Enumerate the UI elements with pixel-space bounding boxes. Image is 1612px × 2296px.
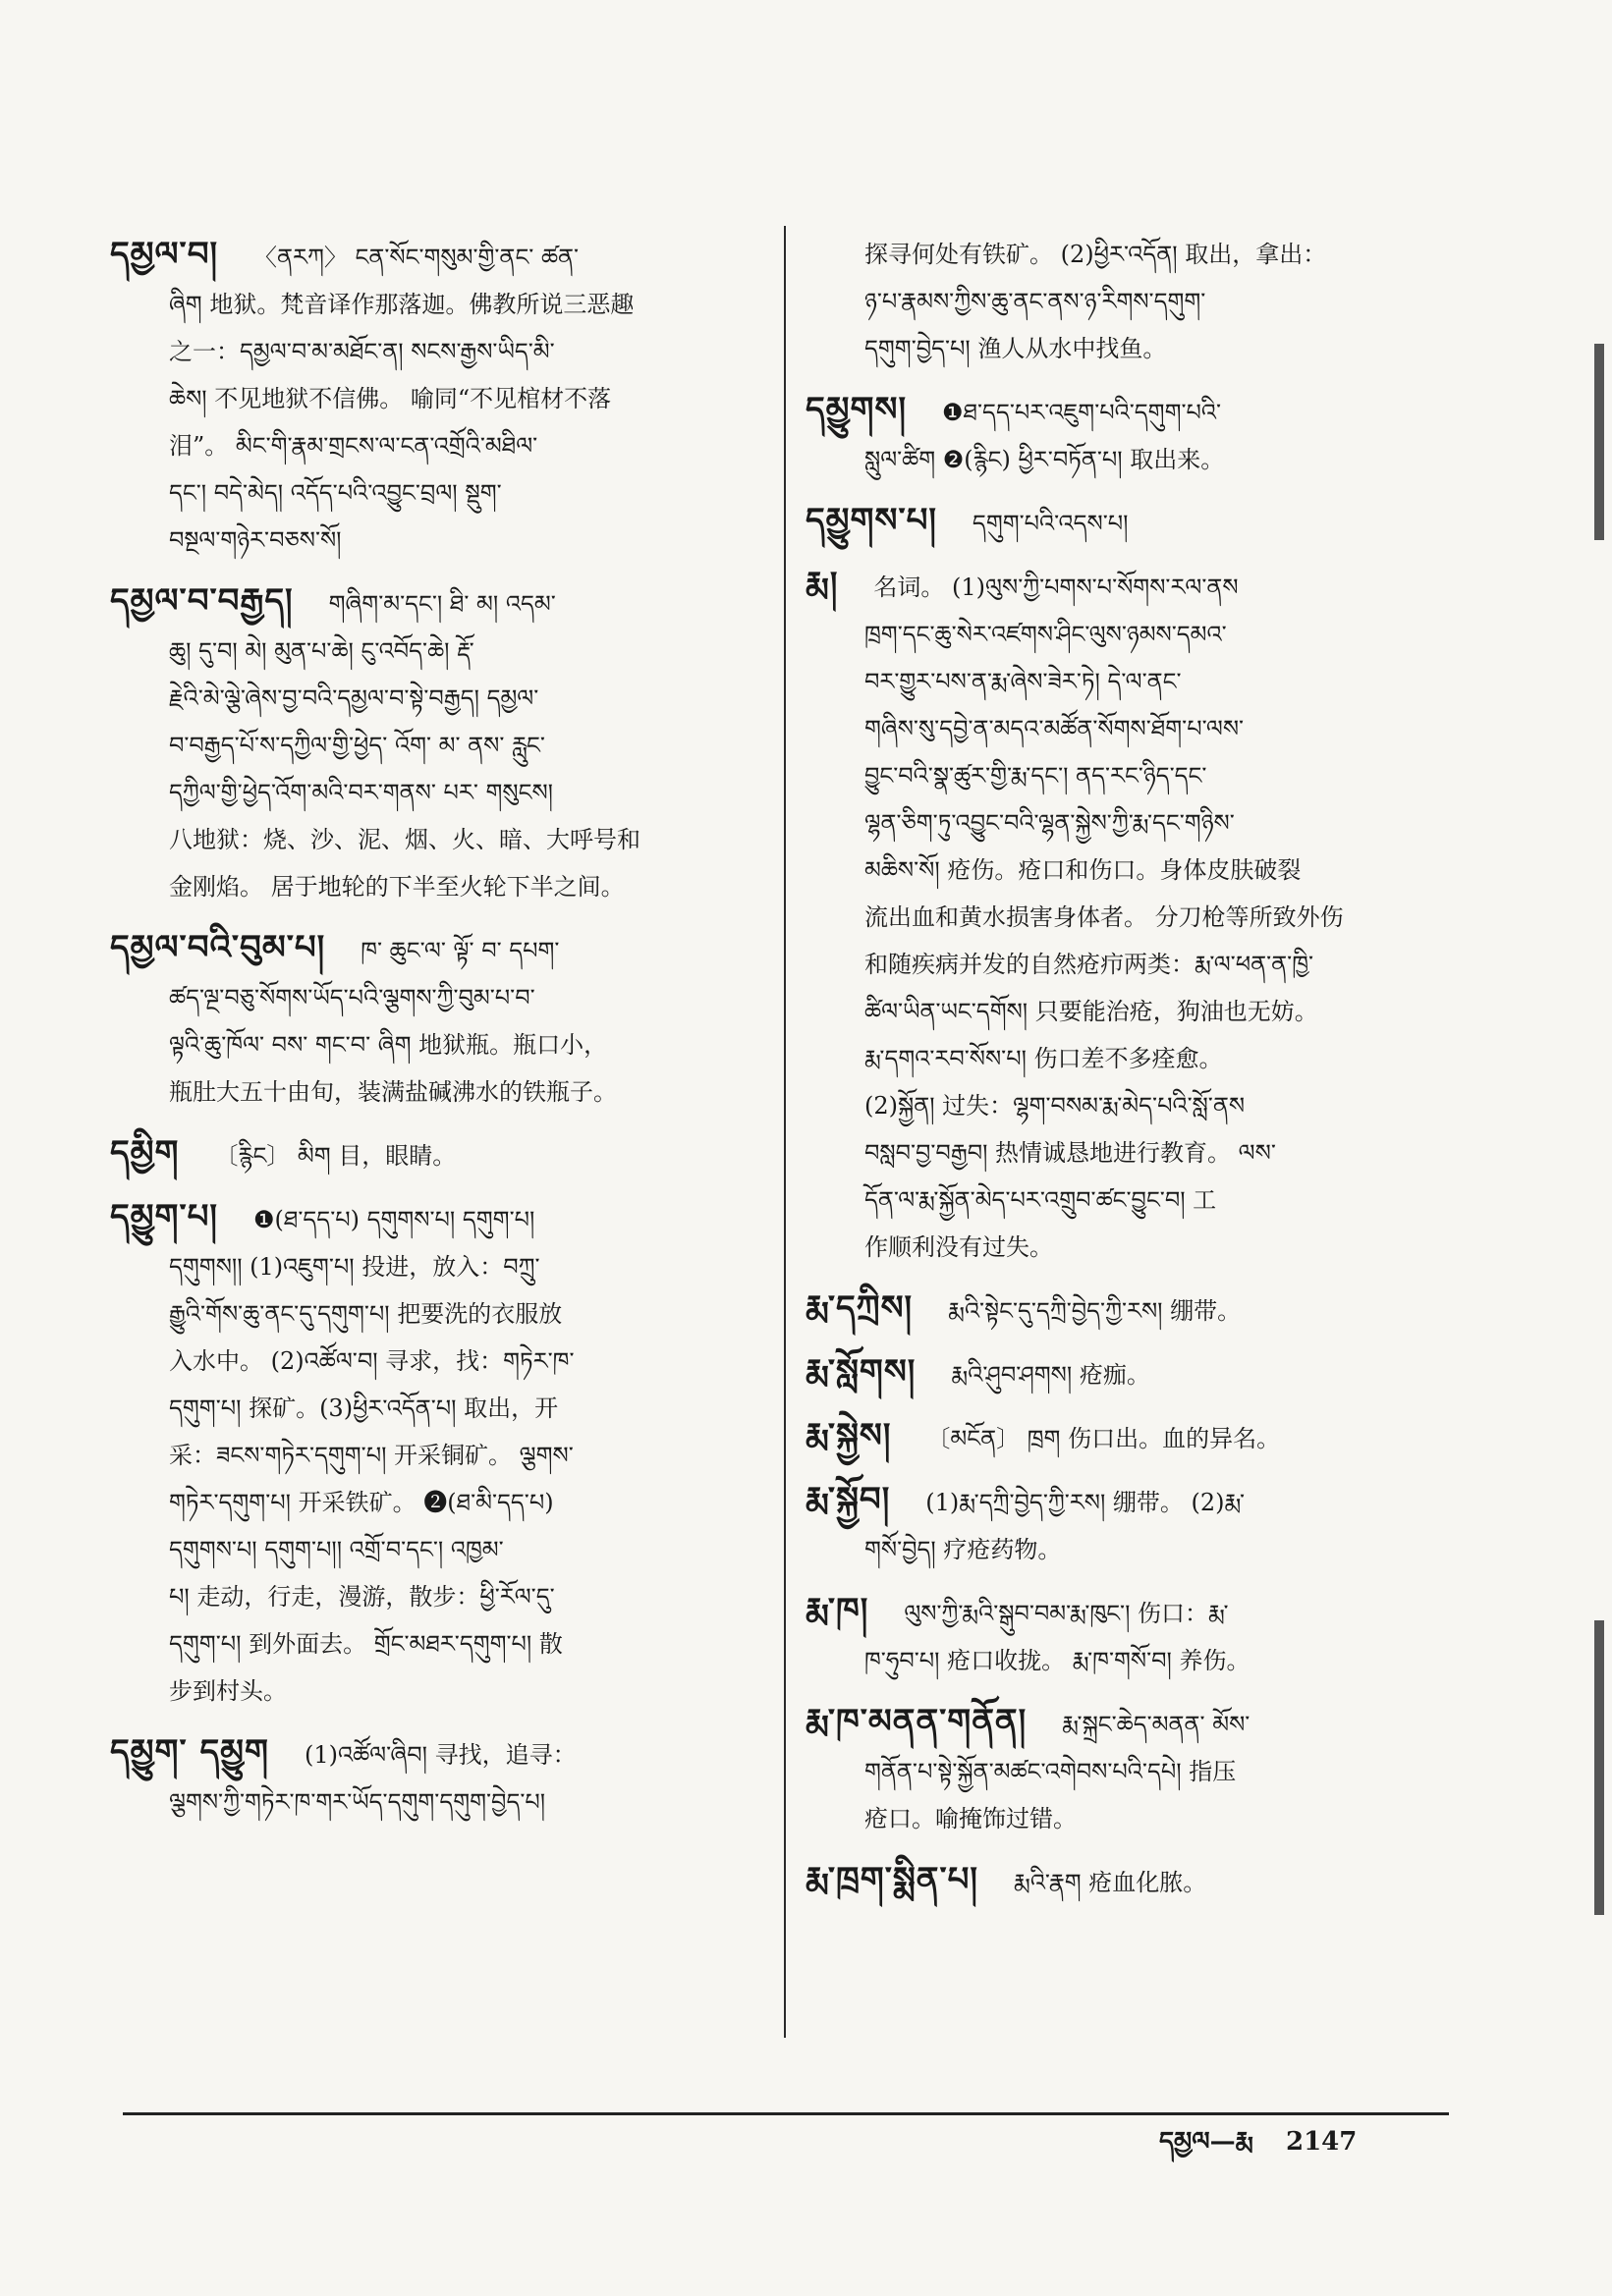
entry-line	[806, 1698, 1459, 1748]
entry-line	[806, 1795, 1459, 1842]
entry-text: དང་། བདེ་མེད། འདོད་པའི་འབྱུང་བྲལ། སྡུག་	[169, 479, 502, 507]
entry-line	[806, 561, 1459, 611]
entry-text: རྨ་དགའ་རབ་སོས་པ། 伤口差不多痊愈。	[864, 1045, 1223, 1072]
running-head: དམྱལ—རྨ	[1159, 2127, 1253, 2157]
dictionary-entry	[806, 1285, 1459, 1335]
entry-line	[806, 1176, 1459, 1224]
entry-text: དགུགས།། (1)འཇུག་པ། 投进，放入：བཀྲུ་	[169, 1253, 540, 1281]
entry-text: པ། 走动，行走，漫游，散步：ཕྱི་རོལ་དུ་	[169, 1583, 555, 1611]
entry-line	[806, 386, 1459, 436]
headword: དམྱུག་པ།	[110, 1197, 218, 1236]
entry-line	[806, 1082, 1459, 1129]
entry-line	[110, 1573, 758, 1620]
entry-text: དགུག་པ། 到外面去。 གྲོང་མཐར་དགུག་པ། 散	[169, 1630, 563, 1658]
entry-text: གཞིག་མ་དང་། ཐི་ མ། འདམ་	[328, 590, 556, 618]
entry-text: 金刚焰。 居于地轮的下半至火轮下半之间。	[169, 873, 625, 901]
entry-text: རྨ་སྐྲང་ཆེད་མནན་ མོས་	[1062, 1711, 1251, 1738]
entry-text: བ་བརྒྱད་པོ་ས་དཀྱིལ་གྱི་ཕྱེད་ འོག་ མ་ ནས་ རླུང་	[169, 732, 545, 759]
entry-text: བར་གྱུར་པས་ན་རྨ་ཞེས་ཟེར་ཏེ། དེ་ལ་ནང་	[864, 668, 1182, 695]
entry-line	[806, 1637, 1459, 1684]
entry-text: དཀྱིལ་གྱི་ཕྱེད་འོག་མའི་བར་གནས་ པར་ གསུངས།	[169, 779, 554, 806]
entry-text: དགུག་བྱེད་པ། 渔人从水中找鱼。	[864, 335, 1167, 362]
entry-text: 和随疾病并发的自然疮疖两类：རྨ་ལ་ཕན་ན་ཁྱི་	[864, 951, 1314, 978]
scan-mark	[1594, 344, 1604, 540]
entry-line	[806, 1587, 1459, 1637]
entry-line	[806, 941, 1459, 988]
entry-line	[110, 816, 758, 863]
entry-text: མཆིས་སོ། 疮伤。疮口和伤口。身体皮肤破裂	[864, 856, 1302, 884]
page-number: 2147	[1285, 2127, 1358, 2157]
entry-line	[806, 1129, 1459, 1176]
entry-text: གཏེར་དགུག་པ། 开采铁矿。 ❷(ཐ་མི་དད་པ)	[169, 1489, 554, 1516]
entry-text: དགུགས་པ། དགུག་པ།། འགྲོ་བ་དང་། འཁྱམ་	[169, 1536, 504, 1563]
entry-line	[110, 628, 758, 675]
dictionary-entry	[806, 1476, 1459, 1573]
entry-text: (1)རྨ་དཀྲི་བྱེད་ཀྱི་རས། 绷带。 (2)རྨ་	[925, 1489, 1245, 1516]
entry-line	[110, 1243, 758, 1290]
entry-line	[806, 988, 1459, 1035]
headword: དམྱུགས་པ།	[806, 501, 937, 540]
entry-line	[806, 231, 1459, 278]
entry-text: (1)འཚོལ་ཞིབ། 寻找，追寻：	[304, 1741, 577, 1769]
entry-text: དོན་ལ་རྨ་སྐྱོན་མེད་པར་འགྲུབ་ཚང་བྱུང་བ། 工	[864, 1186, 1217, 1214]
entry-line	[806, 658, 1459, 705]
dictionary-entry	[806, 1412, 1459, 1462]
entry-text: དགུག་པ། 探矿。(3)ཕྱིར་འདོན་པ། 取出，开	[169, 1394, 559, 1422]
entry-line	[806, 436, 1459, 483]
entry-line	[806, 894, 1459, 941]
scan-mark	[1594, 1620, 1604, 1915]
dictionary-entry	[806, 1348, 1459, 1398]
headword: རྨ་སྐྱོབ།	[806, 1480, 891, 1519]
edge-scan-marks	[1583, 0, 1612, 2296]
entry-line	[110, 924, 758, 974]
headword: རྨ་སློགས།	[806, 1352, 917, 1392]
dictionary-entry	[806, 386, 1459, 483]
entry-line	[806, 752, 1459, 799]
entry-line	[110, 863, 758, 910]
entry-text: 采：ཟངས་གཏེར་དགུག་པ། 开采铜矿。 ལྕགས་	[169, 1442, 574, 1469]
entry-text: རྨའི་ཤུབ་ཤགས། 疮痂。	[951, 1361, 1150, 1389]
entry-line	[110, 722, 758, 769]
entry-line	[110, 1021, 758, 1068]
entry-text: རྨའི་རྣག 疮血化脓。	[1013, 1869, 1207, 1896]
entry-text: ཉ་པ་རྣམས་ཀྱིས་ཆུ་ནང་ནས་ཉ་རིགས་དགུག་	[864, 288, 1206, 315]
entry-line	[110, 1479, 758, 1526]
headword: རྨ་ཁྲག་སྨིན་པ།	[806, 1860, 978, 1899]
entry-line	[110, 1667, 758, 1715]
entry-line	[806, 705, 1459, 752]
entry-line	[806, 1526, 1459, 1573]
entry-text: 瓶肚大五十由旬，装满盐碱沸水的铁瓶子。	[169, 1078, 617, 1106]
entry-line	[806, 1412, 1459, 1462]
entry-text: ཆེས། 不见地狱不信佛。 喻同“不见棺材不落	[169, 385, 612, 412]
entry-text: རྨའི་སྟེང་དུ་དཀྲི་བྱེད་ཀྱི་རས། 绷带。	[948, 1297, 1242, 1325]
entry-text: བསླབ་བྱ་བརྒྱབ། 热情诚恳地进行教育。 ལས་	[864, 1139, 1276, 1167]
dictionary-entry	[806, 1698, 1459, 1842]
entry-line	[806, 1035, 1459, 1082]
headword: དམྱིག	[110, 1133, 180, 1173]
dictionary-entry	[110, 1129, 758, 1179]
entry-text: 〈ནརཀ〉 ངན་སོང་གསུམ་གྱི་ནང་ ཚན་	[253, 244, 580, 271]
headword: དམྱལ་བ་བརྒྱད།	[110, 581, 294, 621]
entry-line	[110, 1385, 758, 1432]
entry-text: ལྕགས་ཀྱི་གཏེར་ཁ་གར་ཡོད་དགུག་དགུག་བྱེད་པ།	[169, 1788, 546, 1816]
entry-line	[806, 847, 1459, 894]
dictionary-entry	[806, 231, 1459, 372]
entry-line	[806, 278, 1459, 325]
entry-text: གཞིས་སུ་དབྱེ་ན་མདའ་མཚོན་སོགས་ཐོག་པ་ལས་	[864, 715, 1245, 742]
entry-line	[806, 1224, 1459, 1271]
entry-text: 疮口。喻掩饰过错。	[864, 1805, 1077, 1832]
entry-line	[806, 611, 1459, 658]
entry-line	[110, 1129, 758, 1179]
entry-text: དགུག་པའི་འདས་པ།	[972, 510, 1129, 537]
entry-text: རྗེའི་མེ་ལྕེ་ཞེས་བྱ་བའི་དམྱལ་བ་སྟེ་བརྒྱད། དམྱལ་	[169, 684, 539, 712]
entry-line	[110, 375, 758, 422]
dictionary-entry	[110, 231, 758, 564]
entry-line	[806, 799, 1459, 847]
entry-text: 〔རྙིང〕 མིག 目，眼睛。	[214, 1142, 457, 1170]
entry-text: ❶(ཐ་དད་པ) དགུགས་པ། དགུག་པ།	[252, 1206, 535, 1233]
entry-line	[110, 1526, 758, 1573]
entry-text: ❶ཐ་དད་པར་འཇུག་པའི་དགུག་པའི་	[942, 399, 1222, 426]
entry-line	[110, 231, 758, 281]
dictionary-entry	[110, 1728, 758, 1826]
entry-line	[110, 1338, 758, 1385]
entry-line	[110, 1193, 758, 1243]
entry-text: ཁྲག་དང་ཆུ་སེར་འཛགས་ཤིང་ལུས་ཉམས་དམའ་	[864, 621, 1227, 648]
headword: རྨ།	[806, 565, 839, 604]
entry-line	[110, 1290, 758, 1338]
entry-text: བསྔལ་གཉེར་བཅས་སོ།	[169, 526, 342, 554]
entry-text: ཁ་ ཆུང་ལ་ ལྟོ་ བ་ དཔག་	[361, 937, 560, 964]
entry-text: 作顺利没有过失。	[864, 1233, 1053, 1261]
entry-line	[110, 577, 758, 628]
entry-line	[110, 1778, 758, 1826]
entry-text: ལྷན་ཅིག་ཏུ་འབྱུང་བའི་ལྷན་སྐྱེས་ཀྱི་རྨ་དང་གཉིས་	[864, 809, 1235, 837]
entry-line	[110, 1728, 758, 1778]
page-footer	[1159, 2113, 1357, 2185]
entry-line	[110, 1620, 758, 1667]
dictionary-entry	[110, 577, 758, 910]
entry-line	[806, 1285, 1459, 1335]
entry-text: ཞིག 地狱。梵音译作那落迦。佛教所说三恶趣	[169, 291, 635, 318]
entry-text: རྒྱུའི་གོས་ཆུ་ནང་དུ་དགུག་པ། 把要洗的衣服放	[169, 1300, 563, 1328]
entry-line	[110, 517, 758, 564]
entry-line	[110, 769, 758, 816]
entry-text: 泪”。 མིང་གི་རྣམ་གྲངས་ལ་ངན་འགྲོའི་མཐིལ་	[169, 432, 538, 460]
entry-line	[110, 1432, 758, 1479]
entry-text: 流出血和黄水损害身体者。 分刀枪等所致外伤	[864, 903, 1344, 931]
entry-text: གསོ་བྱེད། 疗疮药物。	[864, 1536, 1062, 1563]
dictionary-entry	[806, 561, 1459, 1271]
dictionary-entry	[110, 924, 758, 1116]
entry-text: ཆུ། དུ་བ། མེ། མུན་པ་ཆེ། ངུ་འབོད་ཆེ། རྡོ་	[169, 637, 474, 665]
entry-line	[806, 497, 1459, 547]
dictionary-entry	[806, 1856, 1459, 1906]
column-divider	[784, 226, 786, 2038]
entry-line	[806, 1476, 1459, 1526]
right-column	[806, 231, 1459, 1920]
headword: དམྱུགས།	[806, 390, 907, 429]
entry-text: ཁ་ཧུབ་པ། 疮口收拢。 རྨ་ཁ་གསོ་བ། 养伤。	[864, 1647, 1251, 1674]
entry-line	[806, 1348, 1459, 1398]
entry-line	[110, 1068, 758, 1116]
entry-text: 八地狱：烧、沙、泥、烟、火、暗、大呼号和	[169, 826, 640, 853]
entry-text: སླུལ་ཚིག ❷(རྙིང) ཕྱིར་བཏོན་པ། 取出来。	[864, 446, 1225, 473]
headword: རྨ་དཀྲིས།	[806, 1288, 914, 1328]
entry-line	[110, 675, 758, 722]
entry-text: 名词。 (1)ལུས་ཀྱི་པགས་པ་སོགས་རལ་ནས	[873, 574, 1239, 601]
entry-text: 之一：དམྱལ་བ་མ་མཐོང་ན། སངས་རྒྱས་ཡིད་མི་	[169, 338, 555, 365]
entry-text: 步到村头。	[169, 1677, 287, 1705]
entry-line	[806, 325, 1459, 372]
entry-line	[110, 974, 758, 1021]
dictionary-entry	[110, 1193, 758, 1715]
headword: དམྱུག་ དམྱུག	[110, 1732, 269, 1772]
entry-text: གནོན་པ་སྟེ་སྐྱོན་མཚང་འགེབས་པའི་དཔེ། 指压	[864, 1758, 1237, 1785]
headword: རྨ་སྐྱེས།	[806, 1416, 892, 1455]
entry-line	[110, 422, 758, 469]
headword: དམྱལ་བ།	[110, 235, 219, 274]
entry-text: ཚིལ་ཡིན་ཡང་དགོས། 只要能治疮，狗油也无妨。	[864, 998, 1318, 1025]
dictionary-entry	[806, 1587, 1459, 1684]
entry-line	[806, 1748, 1459, 1795]
dictionary-entry	[806, 497, 1459, 547]
entry-text: 探寻何处有铁矿。 (2)ཕྱིར་འདོན། 取出，拿出：	[864, 241, 1327, 268]
headword: རྨ་ཁ་མནན་གནོན།	[806, 1702, 1028, 1741]
headword: དམྱལ་བའི་བུམ་པ།	[110, 928, 326, 967]
entry-text: ལྟའི་ཆུ་ཁོལ་ བས་ གང་བ་ ཞིག 地狱瓶。瓶口小，	[169, 1031, 608, 1059]
left-column	[110, 231, 758, 1839]
entry-text: 〔མངོན〕 ཁྲག 伤口出。血的异名。	[926, 1425, 1281, 1452]
entry-text: བྱུང་བའི་སྣ་ཚུར་གྱི་རྨ་དང་། ནད་རང་ཉིད་དང་	[864, 762, 1207, 790]
entry-line	[110, 469, 758, 517]
entry-text: ཚད་ལྔ་བཅུ་སོགས་ཡོད་པའི་ལྕགས་ཀྱི་བུམ་པ་བ་	[169, 984, 535, 1011]
entry-text: (2)སྐྱོན། 过失：ལྷག་བསམ་རྨ་མེད་པའི་སློ་ནས	[864, 1092, 1246, 1120]
entry-text: ལུས་ཀྱི་རྨའི་སྒུབ་བམ་རྨ་ཁུང་། 伤口：རྨ་	[904, 1600, 1229, 1627]
headword: རྨ་ཁ།	[806, 1591, 869, 1630]
entry-line	[110, 328, 758, 375]
entry-line	[806, 1856, 1459, 1906]
entry-line	[110, 281, 758, 328]
entry-text: 入水中。 (2)འཚོལ་བ། 寻求，找：གཏེར་ཁ་	[169, 1347, 575, 1375]
